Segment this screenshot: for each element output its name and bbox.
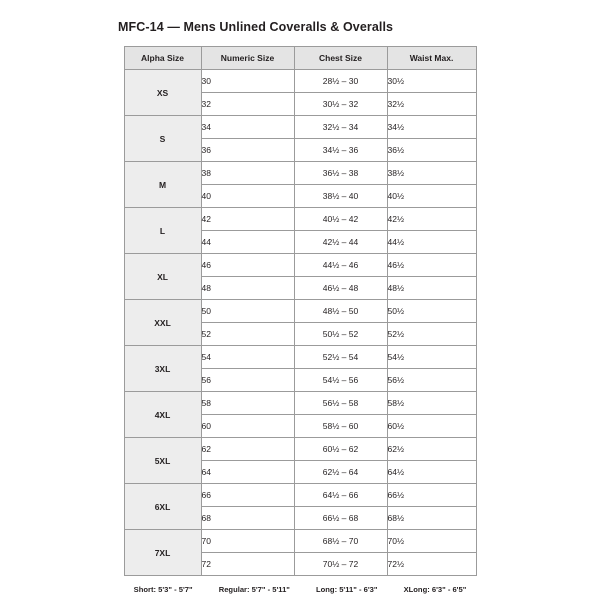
cell-chest-size: 38½ – 40 xyxy=(294,185,387,208)
cell-waist-max: 32½ xyxy=(387,93,476,116)
table-row xyxy=(124,300,476,323)
cell-chest-size: 58½ – 60 xyxy=(294,415,387,438)
table-row xyxy=(124,208,476,231)
cell-waist-max: 42½ xyxy=(387,208,476,231)
cell-chest-size: 64½ – 66 xyxy=(294,484,387,507)
cell-numeric-size: 72 xyxy=(201,553,294,576)
footnote-regular: Regular: 5'7" - 5'11" xyxy=(218,585,290,594)
cell-numeric-size: 30 xyxy=(201,70,294,93)
cell-numeric-size: 32 xyxy=(201,93,294,116)
cell-alpha-size: XS xyxy=(124,70,201,116)
table-head xyxy=(124,47,476,70)
cell-chest-size: 48½ – 50 xyxy=(294,300,387,323)
column-header-chest-size: Chest Size xyxy=(294,47,387,70)
table-row xyxy=(124,70,476,93)
cell-chest-size: 36½ – 38 xyxy=(294,162,387,185)
cell-numeric-size: 40 xyxy=(201,185,294,208)
cell-chest-size: 46½ – 48 xyxy=(294,277,387,300)
cell-numeric-size: 54 xyxy=(201,346,294,369)
footnote-row xyxy=(0,585,600,594)
cell-numeric-size: 70 xyxy=(201,530,294,553)
cell-waist-max: 48½ xyxy=(387,277,476,300)
cell-numeric-size: 58 xyxy=(201,392,294,415)
cell-alpha-size: XL xyxy=(124,254,201,300)
cell-alpha-size: 7XL xyxy=(124,530,201,576)
cell-waist-max: 38½ xyxy=(387,162,476,185)
column-header-waist-max: Waist Max. xyxy=(387,47,476,70)
cell-waist-max: 72½ xyxy=(387,553,476,576)
cell-waist-max: 54½ xyxy=(387,346,476,369)
cell-chest-size: 32½ – 34 xyxy=(294,116,387,139)
cell-waist-max: 56½ xyxy=(387,369,476,392)
table-row xyxy=(124,346,476,369)
cell-chest-size: 60½ – 62 xyxy=(294,438,387,461)
cell-waist-max: 30½ xyxy=(387,70,476,93)
cell-chest-size: 50½ – 52 xyxy=(294,323,387,346)
cell-numeric-size: 36 xyxy=(201,139,294,162)
footnote-short: Short: 5'3" - 5'7" xyxy=(133,585,193,594)
column-header-alpha-size: Alpha Size xyxy=(124,47,201,70)
cell-numeric-size: 50 xyxy=(201,300,294,323)
cell-numeric-size: 56 xyxy=(201,369,294,392)
cell-waist-max: 68½ xyxy=(387,507,476,530)
page-title: MFC-14 — Mens Unlined Coveralls & Overalls xyxy=(118,20,394,34)
cell-numeric-size: 64 xyxy=(201,461,294,484)
cell-waist-max: 60½ xyxy=(387,415,476,438)
cell-waist-max: 66½ xyxy=(387,484,476,507)
cell-numeric-size: 34 xyxy=(201,116,294,139)
table-row xyxy=(124,530,476,553)
footnote-long: Long: 5'11" - 6'3" xyxy=(316,585,378,594)
cell-alpha-size: XXL xyxy=(124,300,201,346)
column-header-numeric-size: Numeric Size xyxy=(201,47,294,70)
cell-chest-size: 68½ – 70 xyxy=(294,530,387,553)
table-header-row xyxy=(124,47,476,70)
cell-numeric-size: 68 xyxy=(201,507,294,530)
cell-chest-size: 66½ – 68 xyxy=(294,507,387,530)
cell-alpha-size: S xyxy=(124,116,201,162)
cell-numeric-size: 60 xyxy=(201,415,294,438)
cell-chest-size: 34½ – 36 xyxy=(294,139,387,162)
cell-waist-max: 40½ xyxy=(387,185,476,208)
footnote-xlong: XLong: 6'3" - 6'5" xyxy=(403,585,467,594)
size-chart-table xyxy=(124,46,477,576)
cell-chest-size: 52½ – 54 xyxy=(294,346,387,369)
cell-waist-max: 64½ xyxy=(387,461,476,484)
cell-chest-size: 70½ – 72 xyxy=(294,553,387,576)
cell-chest-size: 28½ – 30 xyxy=(294,70,387,93)
cell-alpha-size: L xyxy=(124,208,201,254)
table-row xyxy=(124,392,476,415)
cell-waist-max: 62½ xyxy=(387,438,476,461)
cell-numeric-size: 42 xyxy=(201,208,294,231)
cell-waist-max: 44½ xyxy=(387,231,476,254)
cell-numeric-size: 46 xyxy=(201,254,294,277)
cell-chest-size: 30½ – 32 xyxy=(294,93,387,116)
table-row xyxy=(124,162,476,185)
cell-alpha-size: 5XL xyxy=(124,438,201,484)
table-body xyxy=(124,70,476,576)
cell-waist-max: 58½ xyxy=(387,392,476,415)
table-row xyxy=(124,438,476,461)
cell-alpha-size: 6XL xyxy=(124,484,201,530)
table-row xyxy=(124,116,476,139)
table-row xyxy=(124,484,476,507)
cell-waist-max: 46½ xyxy=(387,254,476,277)
cell-chest-size: 44½ – 46 xyxy=(294,254,387,277)
cell-chest-size: 62½ – 64 xyxy=(294,461,387,484)
cell-numeric-size: 62 xyxy=(201,438,294,461)
cell-chest-size: 56½ – 58 xyxy=(294,392,387,415)
cell-waist-max: 36½ xyxy=(387,139,476,162)
cell-waist-max: 52½ xyxy=(387,323,476,346)
cell-chest-size: 40½ – 42 xyxy=(294,208,387,231)
cell-waist-max: 70½ xyxy=(387,530,476,553)
cell-numeric-size: 44 xyxy=(201,231,294,254)
cell-chest-size: 42½ – 44 xyxy=(294,231,387,254)
cell-numeric-size: 38 xyxy=(201,162,294,185)
cell-waist-max: 34½ xyxy=(387,116,476,139)
cell-numeric-size: 48 xyxy=(201,277,294,300)
cell-numeric-size: 66 xyxy=(201,484,294,507)
cell-alpha-size: 3XL xyxy=(124,346,201,392)
cell-alpha-size: 4XL xyxy=(124,392,201,438)
cell-numeric-size: 52 xyxy=(201,323,294,346)
cell-chest-size: 54½ – 56 xyxy=(294,369,387,392)
table-row xyxy=(124,254,476,277)
cell-waist-max: 50½ xyxy=(387,300,476,323)
cell-alpha-size: M xyxy=(124,162,201,208)
